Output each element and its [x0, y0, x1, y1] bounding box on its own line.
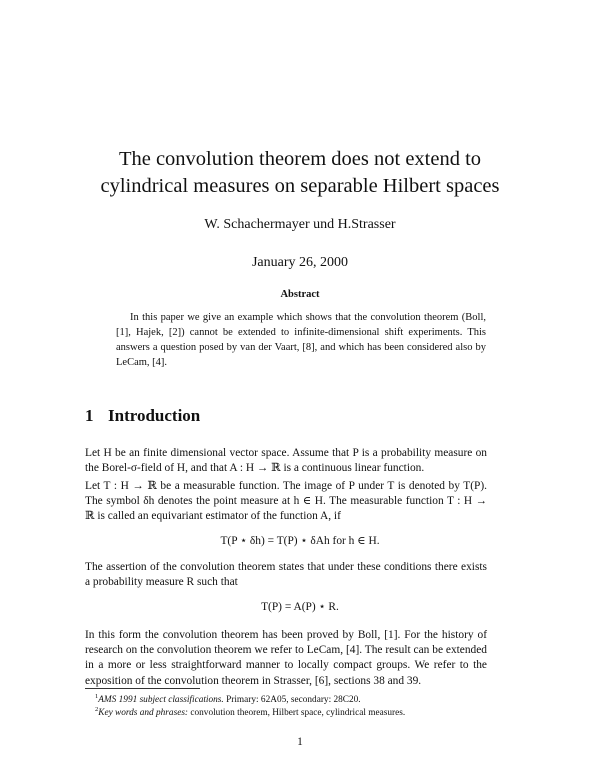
- title-line-1: The convolution theorem does not extend to: [118, 148, 482, 170]
- footnote-1-label: AMS 1991 subject classifications.: [98, 695, 224, 706]
- footnote-rule: [85, 688, 200, 689]
- section-number: 1: [85, 406, 94, 425]
- paragraph-2: Let T : H → ℝ be a measurable function. The image of P under T is denoted by T(P). The symbol δh denotes the point measure at h ∈ H. The measurable function T : H → ℝ is called an equivariant estimator of the function A, if: [85, 480, 487, 523]
- date: January 26, 2000: [251, 255, 349, 270]
- footnote-2-mark: 2: [95, 706, 99, 713]
- paragraph-3: The assertion of the convolution theorem states that under these conditions there exists a probability measure R such that: [85, 561, 487, 589]
- section-heading: [85, 406, 200, 426]
- equation-2: T(P) = A(P) ⋆ R.: [261, 601, 339, 613]
- footnote-1-mark: 1: [95, 693, 99, 700]
- footnote-2: [85, 704, 495, 719]
- footnote-2-label: Key words and phrases:: [98, 708, 189, 719]
- section-title: Introduction: [108, 406, 201, 425]
- footnote-2-text: convolution theorem, Hilbert space, cylindrical measures.: [188, 708, 406, 719]
- page-number: 1: [297, 736, 303, 748]
- equation-1: T(P ⋆ δh) = T(P) ⋆ δAh for h ∈ H.: [220, 535, 380, 547]
- paragraph-4: In this form the convolution theorem has been proved by Boll, [1]. For the history of research on the convolution theorem we refer to LeCam, [4]. The result can be extended in a more or less straightforward manner to locally compact groups. We refer to the exposition of the convolution theorem in Strasser, [6], sections 38 and 39.: [85, 629, 487, 687]
- paragraph-1: Let H be an finite dimensional vector space. Assume that P is a probability measure on the Borel-σ-field of H, and that A : H → ℝ is a continuous linear function.: [85, 447, 487, 475]
- paper-title: [40, 146, 560, 200]
- footnote-1-text: Primary: 62A05, secondary: 28C20.: [223, 695, 361, 706]
- title-line-2: cylindrical measures on separable Hilbert spaces: [100, 175, 500, 197]
- abstract-text: In this paper we give an example which shows that the convolution theorem (Boll, [1], Hajek, [2]) cannot be extended to infinite-dimensional shift experiments. This answers a question posed by van der Vaart, [8], and which has been considered also by LeCam, [4].: [116, 312, 486, 368]
- authors: W. Schachermayer und H.Strasser: [204, 217, 396, 232]
- abstract-heading: Abstract: [280, 289, 320, 300]
